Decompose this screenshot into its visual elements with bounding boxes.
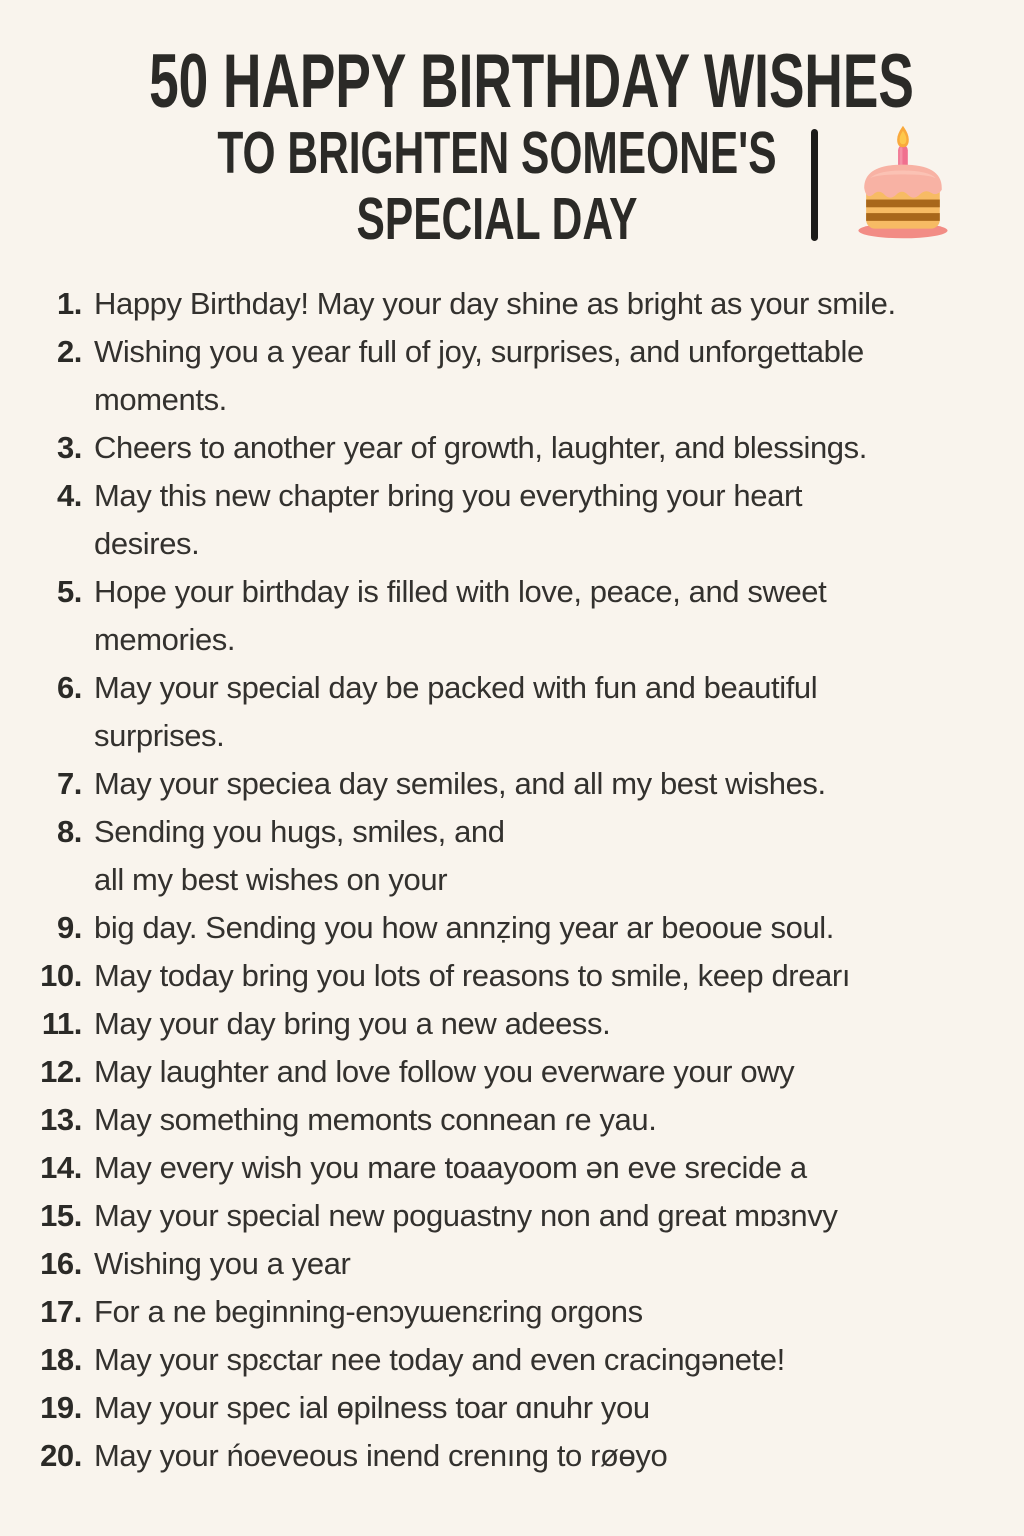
list-item-text [94, 424, 1024, 472]
list-item [36, 904, 1024, 952]
birthday-cake-icon [848, 122, 956, 248]
list-item-line: Hope your birthday is filled with love, peace, and sweet [94, 574, 827, 609]
list-item-line: Happy Birthday! May your day shine as bright as your smile. [94, 286, 896, 321]
list-item [36, 664, 1024, 760]
list-item-text [94, 328, 1024, 424]
list-item-line: May today bring you lots of reasons to smile, keep drearı [94, 958, 851, 993]
list-item-number: 7. [56, 766, 82, 801]
list-item-number: 14. [40, 1150, 82, 1185]
list-item-number: 20. [40, 1438, 82, 1473]
list-item-line: Wishing you a year [94, 1246, 351, 1281]
list-item-text [94, 568, 1024, 664]
list-item-text [94, 280, 1024, 328]
list-item-text [94, 952, 1024, 1000]
list-item [36, 1000, 1024, 1048]
list-item-number: 12. [40, 1054, 82, 1089]
list-item [36, 424, 1024, 472]
list-item-line: Sending you hugs, smiles, and [94, 814, 505, 849]
list-item-line: May your spɛctar nee today and even cracingənete! [94, 1342, 785, 1377]
list-item-number: 19. [40, 1390, 82, 1425]
list-item-number: 6. [56, 670, 82, 705]
list-item [36, 808, 1024, 904]
list-item-line: May something memonts connean ɾe yau. [94, 1102, 657, 1137]
list-item-line: May laughter and love follow you everware your owy [94, 1054, 795, 1089]
list-item-line: Cheers to another year of growth, laughter, and blessings. [94, 430, 867, 465]
title-line-2: TO BRIGHTEN SOMEONE'S [217, 120, 777, 186]
list-item-number: 13. [40, 1102, 82, 1137]
list-item [36, 952, 1024, 1000]
wishes-list [36, 280, 1024, 1480]
list-item-line: moments. [94, 382, 227, 417]
list-item [36, 568, 1024, 664]
list-item-number: 11. [41, 1006, 82, 1041]
list-item-text [94, 1096, 1024, 1144]
list-item [36, 1432, 1024, 1480]
list-item-number: 9. [56, 910, 82, 945]
header [0, 0, 1024, 268]
list-item-line: all my best wishes on your [94, 862, 448, 897]
list-item-number: 17. [40, 1294, 82, 1329]
list-item-line: May your speciea day semiles, and all my best wishes. [94, 766, 826, 801]
list-item-line: May your ńoeveous inend crenıng to røɵyo [94, 1438, 668, 1473]
list-item-number: 15. [40, 1198, 82, 1233]
list-item-text [94, 1240, 1024, 1288]
header-decoration [811, 122, 956, 248]
list-item-line: May your day bring you a new adeess. [94, 1006, 611, 1041]
list-item [36, 1096, 1024, 1144]
list-item-number: 2. [56, 334, 82, 369]
list-item-number: 16. [40, 1246, 82, 1281]
list-item-line: May your special new poguastny non and great mɒɜnvy [94, 1198, 838, 1233]
list-item-text [94, 1144, 1024, 1192]
list-item-line: May every wish you mare toaayoom ǝn eve srecide a [94, 1150, 807, 1185]
list-item-text [94, 664, 1024, 760]
list-item-text [94, 1000, 1024, 1048]
vertical-divider [811, 129, 818, 241]
list-item-text [94, 1336, 1024, 1384]
list-item-text [94, 760, 1024, 808]
list-item [36, 1288, 1024, 1336]
list-item-line: Wishing you a year full of joy, surprises, and unforgettable [94, 334, 864, 369]
list-item-line: May this new chapter bring you everything your heart [94, 478, 803, 513]
list-item-line: For a ne beginning-enɔyɯenɛring orgons [94, 1294, 643, 1329]
list-item [36, 472, 1024, 568]
list-item-number: 3. [56, 430, 82, 465]
list-item-line: memories. [94, 622, 236, 657]
list-item-text [94, 904, 1024, 952]
list-item-text [94, 1192, 1024, 1240]
list-item [36, 1240, 1024, 1288]
list-item-number: 18. [40, 1342, 82, 1377]
list-item-number: 4. [56, 478, 82, 513]
list-item [36, 1144, 1024, 1192]
list-item [36, 280, 1024, 328]
list-item-number: 5. [56, 574, 82, 609]
list-item-number: 1. [56, 286, 82, 321]
list-item [36, 328, 1024, 424]
list-item-text [94, 1432, 1024, 1480]
list-item [36, 1048, 1024, 1096]
list-item [36, 1336, 1024, 1384]
list-item [36, 760, 1024, 808]
list-item-number: 10. [40, 958, 82, 993]
list-item-text [94, 1288, 1024, 1336]
list-item [36, 1384, 1024, 1432]
list-item [36, 1192, 1024, 1240]
title-line-3: SPECIAL DAY [356, 186, 638, 252]
title-line-1: 50 HAPPY BIRTHDAY WISHES [149, 39, 914, 124]
list-item-line: May your special day be packed with fun and beautiful [94, 670, 818, 705]
list-item-text [94, 1048, 1024, 1096]
list-item-line: surprises. [94, 718, 225, 753]
list-item-line: big day. Sending you how annẓing year ar beooue soul. [94, 910, 834, 945]
list-item-text [94, 808, 1024, 904]
list-item-text [94, 472, 1024, 568]
list-item-line: desires. [94, 526, 200, 561]
list-item-number: 8. [56, 814, 82, 849]
list-item-line: May your spec ial ɵpilness toar ɑnuhr you [94, 1390, 650, 1425]
list-item-text [94, 1384, 1024, 1432]
